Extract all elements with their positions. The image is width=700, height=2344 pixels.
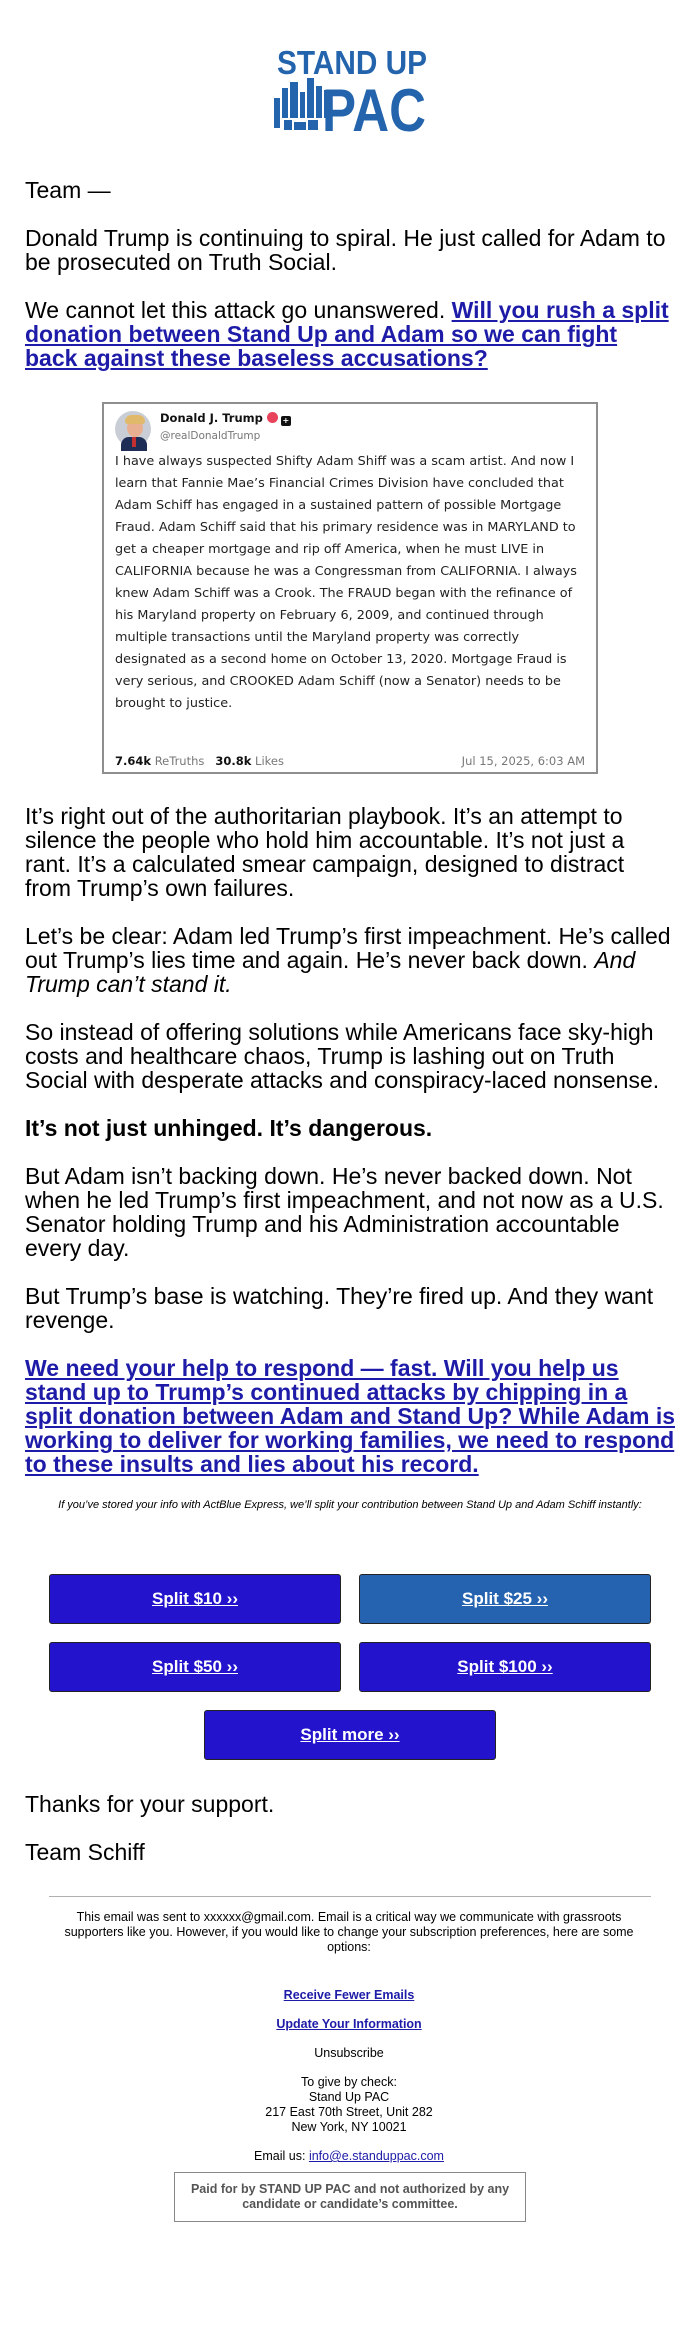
- likes-label: Likes: [255, 754, 284, 768]
- truth-social-post: [102, 402, 598, 774]
- check-intro: To give by check:: [301, 2075, 397, 2089]
- donate-link-1[interactable]: Will you rush a split donation between Stand Up and Adam so we can fight back against these baseless accusations?: [25, 297, 669, 371]
- paragraph-4-italic: And Trump can’t stand it.: [25, 947, 636, 997]
- email-body: [0, 38, 700, 2211]
- split-25-button[interactable]: Split $25 ››: [359, 1574, 651, 1624]
- paragraph-4: [25, 924, 675, 996]
- paragraph-5: So instead of offering solutions while Americans face sky-high costs and healthcare chaos, Trump is lashing out on Truth Social with desperate attacks and conspiracy-laced nonsense.: [25, 1019, 660, 1093]
- paragraph-9: [25, 1356, 675, 1476]
- paragraph-1: Donald Trump is continuing to spiral. He just called for Adam to be prosecuted on Truth Social.: [25, 225, 666, 275]
- paragraph-4-text: Let’s be clear: Adam led Trump’s first impeachment. He’s called out Trump’s lies time and again. He’s never back down.: [25, 923, 671, 973]
- paragraph-3: It’s right out of the authoritarian playbook. It’s an attempt to silence the people who hold him accountable. It’s not just a rant. It’s a calculated smear campaign, designed to distract from Trump’s own failures.: [25, 803, 625, 901]
- post-stats: [115, 754, 585, 768]
- footer-email: [49, 2149, 649, 2164]
- paid-for-disclaimer: [174, 2172, 526, 2222]
- post-author: [160, 411, 291, 426]
- paragraph-7: But Adam isn’t backing down. He’s never backed down. Not when he led Trump’s first impeachment, and not now as a U.S. Senator holding Trump and his Administration accountable every day.: [25, 1163, 664, 1261]
- paragraph-2: [25, 298, 675, 370]
- footer-notice: This email was sent to xxxxxx@gmail.com. Email is a critical way we communicate with grassroots supporters like you. However, if you would like to change your subscription preferences, here are some options:: [64, 1910, 634, 1954]
- paragraph-8: But Trump’s base is watching. They’re fired up. And they want revenge.: [25, 1283, 654, 1333]
- split-100-button[interactable]: Split $100 ››: [359, 1642, 651, 1692]
- signoff-text: Team Schiff: [25, 1839, 145, 1865]
- update-information-link[interactable]: Update Your Information: [276, 2017, 422, 2031]
- email-label: Email us:: [254, 2149, 309, 2163]
- check-name: Stand Up PAC: [308, 2090, 390, 2104]
- split-10-button[interactable]: Split $10 ››: [49, 1574, 341, 1624]
- paragraph-2-text: We cannot let this attack go unanswered.: [25, 297, 452, 323]
- stand-up-pac-logo: [270, 38, 430, 148]
- thanks-text: Thanks for your support.: [25, 1791, 275, 1817]
- verified-badge-icon: [267, 412, 278, 423]
- unsubscribe-link[interactable]: Unsubscribe: [314, 2046, 384, 2060]
- post-text: I have always suspected Shifty Adam Shiff was a scam artist. And now I learn that Fannie Mae’s Financial Crimes Division have concluded that Adam Schiff has engaged in a sustained pattern of possible Mortgage Fraud. Adam Schiff said that his primary residence was in MARYLAND to get a cheaper mortgage and rip off America, when he must LIVE in CALIFORNIA because he was a Congressman from CALIFORNIA. I always knew Adam Schiff was a Crook. The FRAUD began with the refinance of his Maryland property on February 6, 2009, and continued through multiple transactions until the Maryland property was correctly designated as a second home on October 13, 2020. Mortgage Fraud is very serious, and CROOKED Adam Schiff (now a Senator) needs to be brought to justice.: [115, 454, 577, 711]
- trump-avatar: [115, 411, 151, 447]
- footer-update-info: [49, 2017, 649, 2032]
- disclaimer-text: Paid for by STAND UP PAC and not authorized by any candidate or candidate’s committee.: [190, 2182, 510, 2211]
- split-50-button[interactable]: Split $50 ››: [49, 1642, 341, 1692]
- paragraph-6: It’s not just unhinged. It’s dangerous.: [25, 1115, 433, 1141]
- receive-fewer-emails-link[interactable]: Receive Fewer Emails: [283, 1988, 415, 2002]
- check-city: New York, NY 10021: [291, 2120, 407, 2134]
- post-author-name: Donald J. Trump: [160, 411, 263, 425]
- footer-divider: [49, 1896, 651, 1897]
- retruths-label: ReTruths: [154, 754, 205, 768]
- logo-text-pac: PAC: [322, 77, 426, 144]
- follow-icon: +: [282, 416, 290, 425]
- split-more-button[interactable]: Split more ››: [204, 1710, 496, 1760]
- check-street: 217 East 70th Street, Unit 282: [265, 2105, 433, 2119]
- greeting: Team —: [25, 177, 111, 203]
- post-date: Jul 15, 2025, 6:03 AM: [461, 754, 585, 768]
- post-handle: @realDonaldTrump: [160, 430, 261, 442]
- logo-text-stand-up: STAND UP: [277, 44, 427, 81]
- donate-link-2[interactable]: We need your help to respond — fast. Will you help us stand up to Trump’s continued attacks by chipping in a split donation between Adam and Stand Up? While Adam is working to deliver for working families, we need to respond to these insults and lies about his record.: [25, 1355, 675, 1477]
- retruths-count: 7.64k: [115, 754, 152, 768]
- likes-count: 30.8k: [215, 754, 252, 768]
- actblue-express-note: If you’ve stored your info with ActBlue Express, we’ll split your contribution between Stand Up and Adam Schiff instantly:: [58, 1499, 642, 1511]
- email-link[interactable]: info@e.standuppac.com: [308, 2149, 444, 2163]
- footer-fewer-emails: [49, 1988, 649, 2003]
